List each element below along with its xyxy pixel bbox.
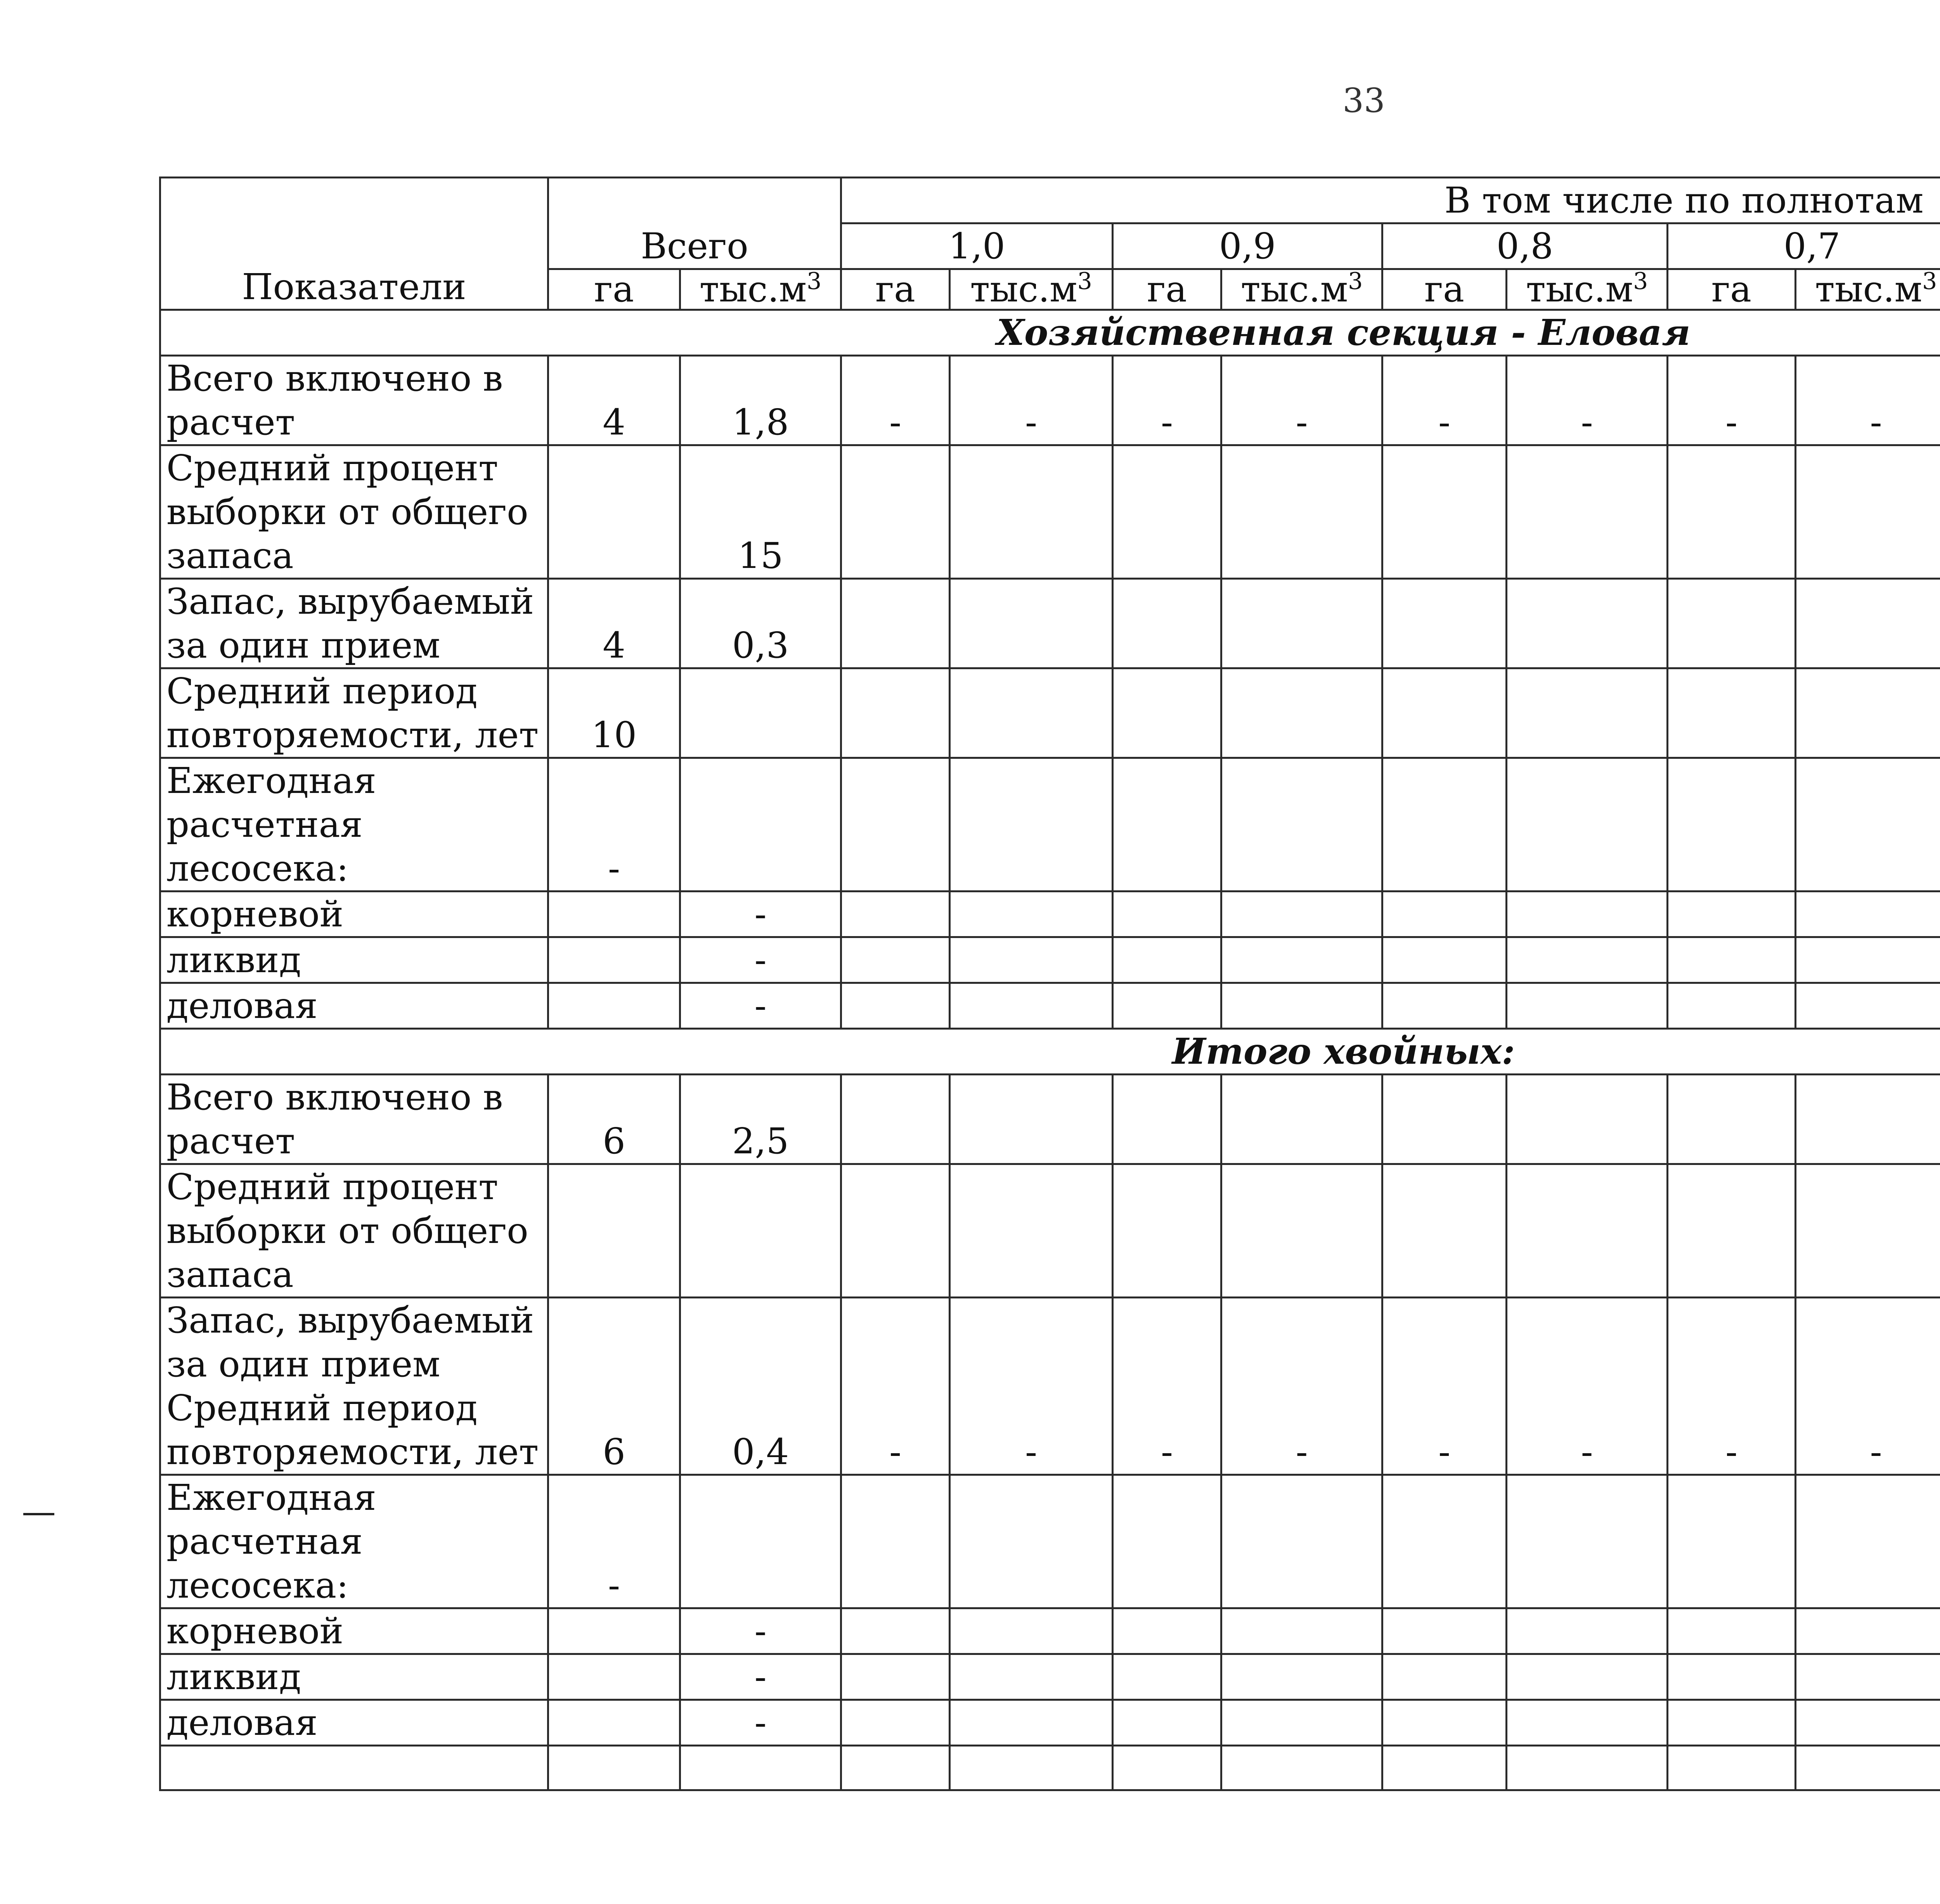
- table-cell: [1796, 758, 1940, 891]
- table-cell: [548, 937, 680, 983]
- table-cell: [1668, 983, 1796, 1029]
- section-title: Итого хвойных:: [160, 1029, 1940, 1075]
- unit-thousand-m3-3: [1507, 269, 1668, 310]
- table-cell: [1382, 1475, 1507, 1608]
- unit-superscript: 3: [1922, 269, 1937, 295]
- table-cell: 0,3: [680, 579, 841, 668]
- table-cell: [950, 937, 1113, 983]
- table-cell: 6: [548, 1298, 680, 1475]
- empty-cell: [1113, 1746, 1221, 1790]
- table-cell: [680, 758, 841, 891]
- unit-thousand-m3-text: тыс.м: [699, 269, 807, 310]
- table-cell: [1507, 1475, 1668, 1608]
- density-header-3: 0,7: [1668, 223, 1940, 269]
- table-row: [160, 356, 1940, 445]
- table-cell: -: [1796, 1298, 1940, 1475]
- section-row: [160, 1029, 1940, 1075]
- empty-cell: [1668, 1746, 1796, 1790]
- table-cell: [1221, 579, 1382, 668]
- table-row: [160, 891, 1940, 937]
- unit-thousand-m3-0: [680, 269, 841, 310]
- table-cell: [1221, 1164, 1382, 1298]
- table-row: [160, 1298, 1940, 1475]
- table-cell: [1796, 445, 1940, 579]
- table-cell: -: [680, 937, 841, 983]
- table-cell: [1668, 758, 1796, 891]
- table-cell: [1382, 1608, 1507, 1654]
- row-label: Запас, вырубаемый за один прием Средний период повторяемости, лет: [160, 1298, 548, 1475]
- table-header: [160, 178, 1940, 310]
- table-cell: [841, 937, 950, 983]
- table-cell: [1113, 1475, 1221, 1608]
- table-cell: [1796, 937, 1940, 983]
- table-cell: [1507, 1700, 1668, 1746]
- empty-cell: [950, 1746, 1113, 1790]
- table-cell: [841, 1700, 950, 1746]
- table-cell: [1668, 891, 1796, 937]
- table-cell: [1113, 579, 1221, 668]
- table-row: [160, 1075, 1940, 1164]
- table-cell: [1221, 758, 1382, 891]
- row-label: ликвид: [160, 937, 548, 983]
- page-number: 33: [1342, 81, 1385, 120]
- table-cell: [1796, 1475, 1940, 1608]
- table-cell: 0,4: [680, 1298, 841, 1475]
- table-cell: [1113, 1608, 1221, 1654]
- table-cell: [1796, 1700, 1940, 1746]
- table-cell: [950, 1075, 1113, 1164]
- table-cell: [1796, 1608, 1940, 1654]
- table-cell: -: [841, 1298, 950, 1475]
- table-cell: 4: [548, 356, 680, 445]
- table-cell: [1796, 1654, 1940, 1700]
- table-cell: [950, 758, 1113, 891]
- table-cell: -: [1507, 356, 1668, 445]
- table-cell: [950, 1475, 1113, 1608]
- table-cell: [841, 445, 950, 579]
- row-label: Запас, вырубаемый за один прием: [160, 579, 548, 668]
- table-cell: [1796, 891, 1940, 937]
- table-cell: -: [548, 1475, 680, 1608]
- table-cell: [548, 445, 680, 579]
- table-cell: [1382, 1075, 1507, 1164]
- table-cell: 2,5: [680, 1075, 841, 1164]
- table-cell: [1113, 758, 1221, 891]
- unit-thousand-m3-2: [1221, 269, 1382, 310]
- empty-cell: [1382, 1746, 1507, 1790]
- table-cell: [1507, 1164, 1668, 1298]
- empty-row: [160, 1746, 1940, 1790]
- table-row: [160, 937, 1940, 983]
- table-cell: [841, 1608, 950, 1654]
- table-cell: -: [548, 758, 680, 891]
- table-cell: [1221, 445, 1382, 579]
- table-cell: [1668, 668, 1796, 758]
- table-cell: [950, 579, 1113, 668]
- table-cell: 4: [548, 579, 680, 668]
- table-cell: -: [680, 1700, 841, 1746]
- table-cell: [1668, 445, 1796, 579]
- table-row: [160, 1164, 1940, 1298]
- table-cell: [1221, 891, 1382, 937]
- table-cell: [950, 983, 1113, 1029]
- table-cell: [1113, 891, 1221, 937]
- table-cell: [1668, 579, 1796, 668]
- empty-cell: [160, 1746, 548, 1790]
- table-row: [160, 1608, 1940, 1654]
- unit-thousand-m3-1: [950, 269, 1113, 310]
- table-cell: [841, 1164, 950, 1298]
- table-cell: [1382, 937, 1507, 983]
- table-cell: [1507, 1075, 1668, 1164]
- table-cell: [841, 891, 950, 937]
- table-cell: [1382, 668, 1507, 758]
- table-cell: -: [1507, 1298, 1668, 1475]
- table-cell: -: [841, 356, 950, 445]
- empty-cell: [1796, 1746, 1940, 1790]
- table-cell: [1796, 983, 1940, 1029]
- table-cell: [1221, 937, 1382, 983]
- unit-superscript: 3: [1077, 269, 1092, 295]
- row-label: Всего включено в расчет: [160, 356, 548, 445]
- table-cell: -: [1113, 356, 1221, 445]
- table-cell: -: [1382, 356, 1507, 445]
- table-cell: [1113, 937, 1221, 983]
- table-cell: [1382, 983, 1507, 1029]
- row-label: корневой: [160, 1608, 548, 1654]
- header-indicators: Показатели: [160, 178, 548, 310]
- table-cell: [1382, 891, 1507, 937]
- empty-cell: [841, 1746, 950, 1790]
- table-cell: [1221, 1700, 1382, 1746]
- cutting-calculation-table: [159, 177, 1940, 1791]
- table-cell: -: [1221, 356, 1382, 445]
- table-cell: -: [1382, 1298, 1507, 1475]
- density-header-2: 0,8: [1382, 223, 1668, 269]
- unit-superscript: 3: [1348, 269, 1363, 295]
- unit-ha-0: га: [548, 269, 680, 310]
- section-title: Хозяйственная секция - Еловая: [160, 310, 1940, 356]
- table-cell: [1507, 937, 1668, 983]
- table-cell: 10: [548, 668, 680, 758]
- table-cell: -: [1221, 1298, 1382, 1475]
- table-cell: [680, 1475, 841, 1608]
- table-cell: [1507, 983, 1668, 1029]
- table-cell: [1382, 445, 1507, 579]
- table-cell: [841, 758, 950, 891]
- header-total: Всего: [548, 178, 841, 269]
- table-cell: [1507, 668, 1668, 758]
- row-label: деловая: [160, 983, 548, 1029]
- table-body: [160, 310, 1940, 1790]
- left-margin-mark: [23, 1513, 54, 1515]
- empty-cell: [1221, 1746, 1382, 1790]
- row-label: Всего включено в расчет: [160, 1075, 548, 1164]
- table-cell: [1113, 1700, 1221, 1746]
- table-cell: [1668, 1700, 1796, 1746]
- table-cell: [841, 983, 950, 1029]
- row-label: Средний процент выборки от общего запаса: [160, 1164, 548, 1298]
- unit-thousand-m3-text: тыс.м: [1240, 269, 1348, 310]
- unit-thousand-m3-4: [1796, 269, 1940, 310]
- table-cell: [841, 1654, 950, 1700]
- empty-cell: [548, 1746, 680, 1790]
- table-cell: [548, 1700, 680, 1746]
- table-cell: [1113, 668, 1221, 758]
- table-cell: [548, 1608, 680, 1654]
- table-cell: -: [1113, 1298, 1221, 1475]
- table-row: [160, 758, 1940, 891]
- table-cell: -: [950, 1298, 1113, 1475]
- table-cell: [950, 891, 1113, 937]
- unit-ha-1: га: [841, 269, 950, 310]
- table-cell: [1796, 579, 1940, 668]
- table-cell: -: [680, 1654, 841, 1700]
- unit-ha-4: га: [1668, 269, 1796, 310]
- table-cell: [950, 1608, 1113, 1654]
- table-cell: [1507, 579, 1668, 668]
- table-row: [160, 445, 1940, 579]
- table-cell: [1382, 1654, 1507, 1700]
- row-label: деловая: [160, 1700, 548, 1746]
- table-cell: [1221, 1475, 1382, 1608]
- table-cell: [1221, 1075, 1382, 1164]
- row-label: Средний процент выборки от общего запаса: [160, 445, 548, 579]
- unit-superscript: 3: [807, 269, 822, 295]
- table-cell: [548, 1654, 680, 1700]
- table-cell: [1668, 1654, 1796, 1700]
- table-cell: [1113, 445, 1221, 579]
- table-cell: [1221, 1608, 1382, 1654]
- table-cell: [680, 668, 841, 758]
- empty-cell: [680, 1746, 841, 1790]
- table-cell: [1382, 758, 1507, 891]
- unit-thousand-m3-text: тыс.м: [1526, 269, 1633, 310]
- density-header-1: 0,9: [1113, 223, 1382, 269]
- table-cell: [1668, 1608, 1796, 1654]
- table-cell: [841, 579, 950, 668]
- unit-superscript: 3: [1633, 269, 1648, 295]
- table-cell: -: [680, 1608, 841, 1654]
- row-label: Ежегодная расчетная лесосека:: [160, 1475, 548, 1608]
- table-cell: [841, 1475, 950, 1608]
- table-cell: [1796, 1075, 1940, 1164]
- table-cell: [950, 1700, 1113, 1746]
- table-cell: [1221, 983, 1382, 1029]
- table-cell: [548, 983, 680, 1029]
- density-header-0: 1,0: [841, 223, 1113, 269]
- header-by-density: В том числе по полнотам: [841, 178, 1940, 223]
- row-label: ликвид: [160, 1654, 548, 1700]
- table-cell: [950, 445, 1113, 579]
- table-cell: [1668, 937, 1796, 983]
- table-cell: [1382, 1700, 1507, 1746]
- table-cell: -: [1796, 356, 1940, 445]
- table-cell: [1507, 758, 1668, 891]
- table-cell: [1113, 1075, 1221, 1164]
- table-cell: [1507, 1608, 1668, 1654]
- table-cell: [1113, 1164, 1221, 1298]
- table-cell: [1668, 1475, 1796, 1608]
- table-cell: [680, 1164, 841, 1298]
- table-cell: [1668, 1164, 1796, 1298]
- table-row: [160, 1654, 1940, 1700]
- unit-thousand-m3-text: тыс.м: [1815, 269, 1923, 310]
- table-row: [160, 1700, 1940, 1746]
- table-cell: -: [680, 983, 841, 1029]
- table-cell: [950, 1654, 1113, 1700]
- table-cell: -: [1668, 356, 1796, 445]
- table-cell: [950, 1164, 1113, 1298]
- table-cell: -: [950, 356, 1113, 445]
- table-cell: -: [1668, 1298, 1796, 1475]
- table-cell: [548, 1164, 680, 1298]
- table-cell: [841, 1075, 950, 1164]
- table-cell: [1113, 983, 1221, 1029]
- table-cell: 15: [680, 445, 841, 579]
- table-cell: -: [680, 891, 841, 937]
- row-label: корневой: [160, 891, 548, 937]
- table-cell: [1507, 891, 1668, 937]
- table-cell: [1796, 1164, 1940, 1298]
- table-cell: [1507, 445, 1668, 579]
- row-label: Средний период повторяемости, лет: [160, 668, 548, 758]
- table-cell: [950, 668, 1113, 758]
- table-row: [160, 579, 1940, 668]
- table-cell: 6: [548, 1075, 680, 1164]
- table-cell: [548, 891, 680, 937]
- section-row: [160, 310, 1940, 356]
- table-cell: [1507, 1654, 1668, 1700]
- empty-cell: [1507, 1746, 1668, 1790]
- table-cell: [1221, 668, 1382, 758]
- table-row: [160, 983, 1940, 1029]
- table-cell: [1113, 1654, 1221, 1700]
- row-label: Ежегодная расчетная лесосека:: [160, 758, 548, 891]
- unit-thousand-m3-text: тыс.м: [970, 269, 1077, 310]
- unit-ha-3: га: [1382, 269, 1507, 310]
- table-cell: [1382, 1164, 1507, 1298]
- table-cell: 1,8: [680, 356, 841, 445]
- table-cell: [841, 668, 950, 758]
- table-cell: [1796, 668, 1940, 758]
- table-cell: [1221, 1654, 1382, 1700]
- table-row: [160, 668, 1940, 758]
- table-cell: [1668, 1075, 1796, 1164]
- table-row: [160, 1475, 1940, 1608]
- table-cell: [1382, 579, 1507, 668]
- unit-ha-2: га: [1113, 269, 1221, 310]
